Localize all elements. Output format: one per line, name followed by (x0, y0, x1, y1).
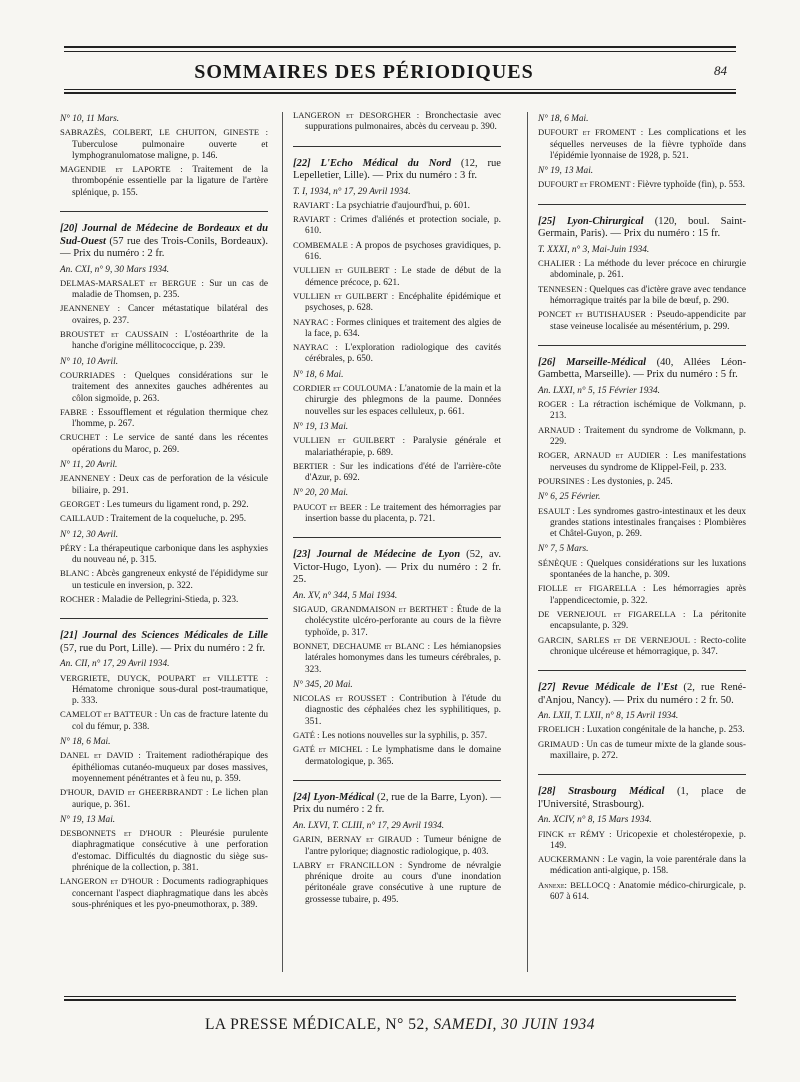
article-title: Le vagin, la voie parentérale dans la médication anti-algique, p. 158. (550, 855, 746, 877)
article-title: Recto-colite chronique ulcéreuse et hémorragique, p. 347. (550, 635, 746, 657)
article-authors: FROELICH : (538, 724, 585, 735)
issue-heading: T. XXXI, n° 3, Mai-Juin 1934. (538, 244, 650, 255)
section-separator (60, 618, 268, 619)
article-title: Le service de santé dans les récentes opérations du Maroc, p. 269. (72, 433, 268, 455)
article-title: Le lymphatisme dans le domaine dermatologique, p. 365. (305, 745, 502, 767)
article-authors: NAYRAC : (293, 342, 338, 353)
article-entry (293, 291, 501, 315)
article-authors: MAGENDIE et LAPORTE : (60, 164, 183, 175)
article-entry (60, 513, 268, 525)
footer-day: SAMEDI, (433, 1016, 497, 1033)
article-authors: DE VERNEJOUL et FIGARELLA : (538, 608, 686, 619)
article-title: Abcès gangreneux enkysté de l'épididyme sur un testicule en inversion, p. 322. (72, 569, 268, 591)
page-number: 84 (714, 63, 727, 78)
footer-journal: LA PRESSE MÉDICALE, (204, 1016, 382, 1033)
article-authors: CAMELOT et BATTEUR : (60, 709, 158, 720)
title-rule-thin (64, 89, 736, 90)
article-entry (293, 240, 501, 264)
article-authors: TENNESEN : (538, 283, 587, 294)
issue-heading: N° 20, 20 Mai. (293, 488, 349, 499)
article-entry (293, 730, 501, 742)
journal-name: [20] Journal de Médecine de Bordeaux et du Sud-Ouest (60, 223, 268, 247)
column-1 (60, 110, 268, 913)
article-title: Crimes d'aliénés et protection sociale, p. 610. (305, 215, 502, 237)
article-authors: RAVIART : (293, 214, 337, 225)
article-authors: COURRIADES : (60, 369, 126, 380)
section-separator (538, 670, 746, 671)
article-authors: DESBONNETS et D'HOUR : (60, 828, 183, 839)
section-separator (293, 146, 501, 147)
article-entry (293, 110, 501, 134)
article-authors: GRIMAUD : (538, 738, 584, 749)
article-entry (60, 473, 268, 497)
article-title: Quelques considérations sur le traitement des annexites gauches adhérentes au côlon sigmoïde, p. 263. (72, 370, 268, 404)
article-title: Fièvre typhoïde (fin), p. 553. (635, 180, 745, 191)
column-3 (538, 110, 746, 905)
article-entry (538, 127, 746, 162)
article-entry (60, 787, 268, 811)
column-divider-2 (527, 112, 528, 972)
article-title: Les hémorragies après l'appendicectomie, p. 322. (550, 584, 746, 606)
issue-heading: N° 18, 6 Mai. (293, 369, 344, 380)
article-title: Deux cas de perforation de la vésicule biliaire, p. 291. (72, 474, 268, 496)
article-title: Le traitement des hémorragies par insertion basse du placenta, p. 721. (305, 502, 502, 525)
section-separator (538, 774, 746, 775)
article-entry (293, 502, 501, 526)
article-title: Encéphalite épidémique et psychoses, p. 628. (305, 291, 501, 314)
article-title: La thérapeutique carbonique dans les asphyxies du nouveau né, p. 315. (72, 543, 268, 566)
journal-details: (12, rue Lepelletier, Lille). — Prix du numéro : 3 fr. (293, 157, 501, 182)
journal-heading (538, 357, 746, 382)
issue-heading: N° 19, 13 Mai. (538, 166, 594, 177)
article-title: Pleurésie purulente diaphragmatique consécutive à une perforation d'estomac. Difficultés du diagnostic du siège sus-phrénique de la collection, p. 381. (72, 829, 268, 874)
article-entry (60, 750, 268, 785)
article-entry (538, 724, 746, 736)
article-entry (60, 828, 268, 874)
article-title: Les syndromes gastro-intestinaux et les deux grandes stations intestinales françaises : Plombières et Châtel-Guyon, p. 269. (550, 506, 747, 540)
section-separator (293, 780, 501, 781)
article-entry (60, 499, 268, 511)
article-entry (60, 329, 268, 353)
article-authors: POURSINES : (538, 475, 590, 486)
article-title: Formes cliniques et traitement des algies de la face, p. 634. (305, 317, 501, 339)
page-title: SOMMAIRES DES PÉRIODIQUES (194, 61, 534, 83)
column-2 (293, 110, 501, 908)
article-entry (60, 876, 268, 911)
article-authors: VULLIEN et GUILBERT : (293, 290, 395, 301)
article-entry (538, 309, 746, 333)
article-title: Le stade de début de la démence précoce, p. 621. (305, 266, 501, 288)
article-entry (538, 829, 746, 853)
article-entry (293, 200, 501, 212)
article-authors: CAILLAUD : (60, 513, 109, 524)
article-title: L'exploration radiologique des cavités cérébrales, p. 650. (305, 343, 501, 365)
article-authors: SIGAUD, GRANDMAISON et BERTHET : (293, 604, 454, 615)
article-authors: PAUCOT et BEER : (293, 501, 368, 512)
top-rule-thick (64, 46, 736, 48)
article-title: Quelques cas d'ictère grave avec tendance hémorragique traités par la bile de bœuf, p. 290. (550, 284, 746, 306)
article-authors: FABRE : (60, 406, 94, 417)
article-entry (293, 317, 501, 341)
footer-date: 30 JUIN 1934 (501, 1016, 596, 1033)
article-title: Maladie de Pellegrini-Stieda, p. 323. (99, 595, 239, 605)
issue-heading: An. CII, n° 17, 29 Avril 1934. (60, 659, 170, 670)
article-title: Anatomie médico-chirurgicale, p. 607 à 614. (550, 880, 746, 903)
article-entry (538, 476, 746, 488)
article-title: Un cas de tumeur mixte de la glande sous-maxillaire, p. 272. (550, 739, 746, 761)
article-entry (538, 635, 746, 659)
article-title: Les dystonies, p. 245. (589, 476, 673, 487)
article-title: La psychiatrie d'aujourd'hui, p. 601. (333, 200, 471, 211)
article-authors: CHALIER : (538, 258, 581, 269)
article-authors: JEANNENEY : (60, 303, 120, 314)
article-authors: GARIN, BERNAY et GIRAUD : (293, 834, 419, 845)
article-entry (60, 127, 268, 162)
article-entry (538, 609, 746, 633)
article-title: Les complications et les séquelles nerveuses de la fièvre typhoïde dans l'épidémie lyonnaise de 1928, p. 521. (550, 128, 746, 161)
article-title: La péritonite encapsulante, p. 329. (550, 609, 746, 632)
article-entry (538, 739, 746, 763)
article-authors: NAYRAC : (293, 316, 334, 327)
article-entry (538, 399, 746, 423)
article-entry (60, 673, 268, 708)
article-authors: ROGER : (538, 399, 575, 410)
issue-heading: T. I, 1934, n° 17, 29 Avril 1934. (293, 186, 411, 197)
article-entry (538, 258, 746, 282)
article-entry (293, 265, 501, 289)
article-authors: BLANC : (60, 568, 94, 579)
article-authors: D'HOUR, DAVID et GHEERBRANDT : (60, 787, 209, 798)
article-authors: CRUCHET : (60, 432, 108, 443)
journal-heading (60, 223, 268, 261)
article-title: Cancer métastatique bilatéral des ovaires, p. 237. (72, 304, 268, 326)
article-title: Les manifestations nerveuses du syndrome de Klippel-Feil, p. 233. (550, 451, 746, 473)
article-authors: BROUSTET et CAUSSAIN : (60, 329, 178, 340)
article-authors: LANGERON et D'HOUR : (60, 876, 159, 887)
article-entry (60, 594, 268, 606)
issue-heading: An. XV, n° 344, 5 Mai 1934. (293, 590, 398, 601)
article-authors: ESAULT : (538, 505, 575, 516)
footer-issue: N° 52, (385, 1016, 430, 1033)
article-title: La rétraction ischémique de Volkmann, p. 213. (550, 400, 746, 422)
article-authors: ARNAUD : (538, 424, 581, 435)
article-authors: FINCK et RÉMY : (538, 828, 612, 839)
journal-details: (40, Allées Léon-Gambetta, Marseille). — Prix du numéro : 5 fr. (538, 356, 746, 381)
journal-name: [24] Lyon-Médical (293, 791, 375, 803)
article-entry (293, 860, 501, 906)
article-title: Les notions nouvelles sur la syphilis, p. 357. (319, 731, 488, 742)
article-title: Tuberculose pulmonaire ouverte et lymphogranulomatose maligne, p. 146. (72, 139, 268, 161)
article-entry (60, 370, 268, 405)
column-divider-1 (282, 112, 283, 972)
top-rule-thin (64, 51, 736, 52)
article-title: Traitement de la thrombopénie essentielle par la ligature de l'artère splénique, p. 155. (72, 165, 268, 198)
issue-heading: An. LXVI, T. CLIII, n° 17, 29 Avril 1934. (293, 820, 445, 831)
article-title: Hématome chronique sous-dural post-traumatique, p. 333. (72, 684, 268, 707)
article-entry (293, 744, 501, 768)
article-authors: BERTIER : (293, 460, 336, 471)
issue-heading: An. CXI, n° 9, 30 Mars 1934. (60, 264, 170, 275)
article-entry (538, 558, 746, 582)
issue-heading: An. LXXI, n° 5, 15 Février 1934. (538, 385, 660, 396)
section-separator (60, 211, 268, 212)
article-authors: COMBEMALE : (293, 239, 354, 250)
article-title: A propos de psychoses gravidiques, p. 616. (305, 240, 501, 263)
journal-details: (57 rue des Trois-Conils, Bordeaux). — Prix du numéro : 2 fr. (60, 235, 268, 260)
article-authors: GATÉ et MICHEL : (293, 744, 369, 755)
article-entry (538, 854, 746, 878)
footer-rule-thick (64, 999, 736, 1001)
issue-heading: N° 18, 6 Mai. (60, 737, 111, 748)
journal-name: [27] Revue Médicale de l'Est (538, 682, 678, 694)
journal-details: (1, place de l'Université, Strasbourg). (538, 786, 746, 810)
section-separator (538, 345, 746, 346)
article-entry (60, 278, 268, 302)
section-separator (538, 204, 746, 205)
article-entry (60, 568, 268, 592)
article-title: Pseudo-appendicite par stase veineuse localisée au mésentérium, p. 299. (550, 310, 747, 332)
journal-name: [28] Strasbourg Médical (538, 786, 665, 798)
article-title: Le lichen plan aurique, p. 361. (72, 788, 269, 810)
article-entry (538, 880, 746, 904)
article-authors: CORDIER et COULOUMA : (293, 383, 397, 394)
footer (64, 1016, 736, 1034)
article-entry (60, 709, 268, 733)
article-entry (538, 179, 746, 191)
article-title: Sur un cas de maladie de Thomsen, p. 235. (72, 278, 269, 301)
issue-heading: N° 11, 20 Avril. (60, 460, 118, 471)
article-authors: PÉRY : (60, 542, 87, 553)
journal-heading (293, 158, 501, 183)
article-authors: AUCKERMANN : (538, 854, 605, 865)
issue-heading: N° 18, 6 Mai. (538, 114, 589, 124)
issue-heading: N° 6, 25 Février. (538, 492, 601, 503)
article-authors: ROCHER : (60, 594, 100, 604)
article-title: Un cas de fracture latente du col du fémur, p. 338. (72, 710, 268, 732)
article-authors: SÉNÈQUE : (538, 557, 584, 568)
article-title: Contribution à l'étude du diagnostic des céphalées chez les syphilitiques, p. 351. (305, 694, 501, 727)
issue-heading: An. LXII, T. LXII, n° 8, 15 Avril 1934. (538, 711, 679, 722)
article-entry (538, 450, 746, 474)
article-entry (293, 461, 501, 485)
article-title: Les tumeurs du ligament rond, p. 292. (104, 499, 249, 510)
article-authors: DELMAS-MARSALET et BERGUE : (60, 277, 204, 288)
issue-heading: An. XCIV, n° 8, 15 Mars 1934. (538, 815, 652, 826)
article-entry (538, 425, 746, 449)
article-entry (60, 407, 268, 431)
article-title: La méthode du lever précoce en chirurgie abdominale, p. 261. (550, 259, 746, 281)
article-entry (538, 506, 746, 541)
article-authors: GATÉ : (293, 730, 320, 741)
title-rule-thick (64, 92, 736, 94)
article-entry (538, 583, 746, 607)
journal-name: [25] Lyon-Chirurgical (538, 215, 644, 227)
article-authors: DUFOURT et FROMENT : (538, 179, 635, 190)
issue-heading: N° 12, 30 Avril. (60, 529, 119, 540)
article-title: Documents radiographiques concernant l'aspect diaphragmatique dans les abcès sous-phréniques et les pyo-pneumothorax, p. 389. (72, 877, 269, 910)
footer-rule-thin (64, 996, 736, 997)
article-entry (60, 164, 268, 199)
issue-heading: N° 345, 20 Mai. (293, 679, 353, 690)
journal-name: [23] Journal de Médecine de Lyon (293, 549, 461, 561)
article-title: Syndrome de névralgie phrénique droite au cours d'une inondation péritonéale grave consécutive à une rupture de grossesse tubaire, p. 495. (305, 860, 501, 905)
article-authors: LANGERON et DESORGHER : (293, 110, 420, 120)
journal-details: (2, rue René-d'Anjou, Nancy). — Prix du numéro : 2 fr. 50. (538, 682, 746, 706)
journal-heading (60, 630, 268, 655)
article-authors: PONCET et BUTISHAUSER : (538, 309, 653, 320)
issue-heading: N° 19, 13 Mai. (293, 421, 349, 432)
article-authors: ROGER, ARNAUD et AUDIER : (538, 450, 668, 461)
article-title: Essoufflement et régulation thermique chez l'homme, p. 267. (72, 407, 268, 430)
article-title: Sur les indications d'été de l'arrière-côte d'Azur, p. 692. (305, 461, 501, 484)
journal-name: [26] Marseille-Médical (538, 356, 647, 368)
article-entry (60, 303, 268, 327)
article-authors: GARCIN, SARLES et DE VERNEJOUL : (538, 634, 697, 645)
article-entry (293, 214, 501, 238)
article-entry (293, 383, 501, 418)
article-authors: BONNET, DECHAUME et BLANC : (293, 641, 431, 651)
journal-heading (293, 549, 501, 587)
article-title: Quelques considérations sur les luxations spontanées de la hanche, p. 309. (550, 558, 746, 581)
issue-heading: N° 19, 13 Mai. (60, 814, 116, 825)
article-entry (293, 342, 501, 366)
article-authors: Annexe: BELLOCQ : (538, 879, 616, 890)
article-title: Traitement du syndrome de Volkmann, p. 229. (550, 425, 746, 448)
article-authors: DUFOURT et FROMENT : (538, 127, 644, 138)
journal-details: (57, rue du Port, Lille). — Prix du numéro : 2 fr. (60, 642, 266, 654)
article-authors: VULLIEN et GUILBERT : (293, 265, 397, 276)
article-authors: NICOLAS et ROUSSET : (293, 693, 394, 704)
article-entry (293, 641, 501, 676)
article-entry (293, 693, 501, 728)
article-title: Les hémianopsies latérales homonymes dans les tumeurs cérébrales, p. 323. (305, 642, 501, 675)
journal-heading (538, 682, 746, 707)
article-title: L'ostéoarthrite de la hanche d'origine méllitococcique, p. 239. (72, 330, 269, 352)
article-title: Traitement radiothérapique des épithéliomas cutanéo-muqueux par doses massives, moyennement pénétrantes et à feu nu, p. 359. (72, 751, 268, 784)
article-authors: SABRAZÈS, COLBERT, LE CHUITON, GINESTE : (60, 127, 268, 138)
journal-details: (2, rue de la Barre, Lyon). — Prix du numéro : 2 fr. (293, 791, 501, 816)
journal-details: (120, boul. Saint-Germain, Paris). — Prix du numéro : 15 fr. (538, 215, 746, 240)
journal-heading (538, 216, 746, 241)
issue-heading: N° 10, 11 Mars. (60, 114, 120, 124)
article-title: Tumeur bénigne de l'antre pylorique; diagnostic radiologique, p. 403. (305, 835, 501, 857)
article-authors: VULLIEN et GUILBERT : (293, 435, 405, 446)
journal-name: [21] Journal des Sciences Médicales de Lille (60, 630, 268, 642)
article-title: Paralysie générale et malariathérapie, p. 689. (305, 436, 501, 458)
section-separator (293, 537, 501, 538)
article-entry (60, 543, 268, 567)
journal-heading (293, 792, 501, 817)
article-title: Bronchectasie avec suppurations pulmonaires, abcès du cerveau p. 390. (305, 111, 501, 133)
article-authors: GEORGET : (60, 498, 105, 509)
issue-heading: N° 10, 10 Avril. (60, 356, 119, 367)
article-title: Étude de la cholécystite ulcéro-perforante au cours de la fièvre typhoïde, p. 317. (305, 605, 501, 638)
article-entry (60, 432, 268, 456)
article-title: L'anatomie de la main et la chirurgie des phlegmons de la paume. Données nouvelles sur les espaces celluleux, p. 661. (305, 384, 501, 417)
article-entry (538, 284, 746, 308)
article-authors: RAVIART : (293, 199, 334, 210)
article-authors: DANEL et DAVID : (60, 750, 141, 761)
article-title: Luxation congénitale de la hanche, p. 253. (584, 725, 745, 736)
issue-heading: N° 7, 5 Mars. (538, 544, 589, 555)
article-authors: FIOLLE et FIGARELLA : (538, 583, 646, 594)
journal-name: [22] L'Echo Médical du Nord (293, 157, 452, 169)
article-entry (293, 604, 501, 639)
article-title: Uricopexie et cholestéropexie, p. 149. (550, 829, 746, 851)
article-authors: VERGRIETE, DUYCK, POUPART et VILLETTE : (60, 672, 268, 683)
article-entry (293, 834, 501, 858)
article-authors: LABRY et FRANCILLON : (293, 859, 403, 870)
article-entry (293, 435, 501, 459)
article-authors: JEANNENEY : (60, 473, 116, 484)
journal-details: (52, av. Victor-Hugo, Lyon). — Prix du numéro : 2 fr. 25. (293, 549, 501, 586)
journal-heading (538, 786, 746, 811)
article-title: Traitement de la coqueluche, p. 295. (108, 514, 247, 525)
